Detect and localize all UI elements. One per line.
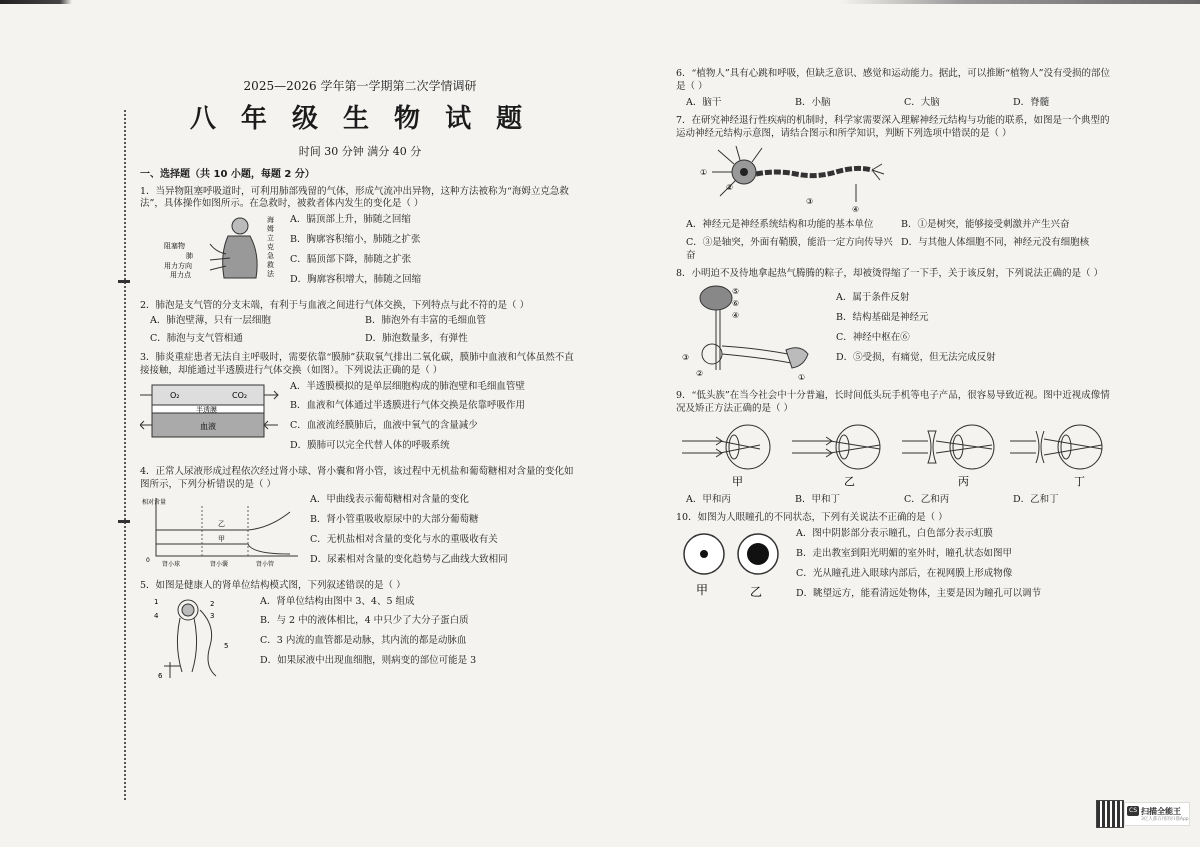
option-a[interactable]: A．图中阴影部分表示瞳孔，白色部分表示虹膜 bbox=[796, 528, 993, 540]
figure-label: 甲 bbox=[218, 535, 225, 544]
question-6 bbox=[676, 68, 1116, 109]
question-stem: 1．当异物阻塞呼吸道时，可利用肺部残留的气体，形成气流冲出异物，这种方法被称为“海姆立克急救法”，具体操作如图所示。在急救时，被救者体内发生的变化是（ ） bbox=[140, 185, 569, 210]
option-d[interactable]: D．乙和丁 bbox=[1013, 493, 1059, 505]
figure-label: 相对含量 bbox=[142, 499, 167, 507]
option-b[interactable]: B．血液和气体通过半透膜进行气体交换是依靠呼吸作用 bbox=[290, 400, 525, 412]
question-2 bbox=[140, 300, 580, 346]
scanner-name: 扫描全能王 bbox=[1141, 807, 1181, 816]
figure-label: 姆 bbox=[267, 225, 274, 234]
figure-label: 肾小囊 bbox=[210, 561, 229, 569]
option-b[interactable]: B．甲和丁 bbox=[795, 493, 840, 505]
question-stem: 2．肺泡是支气管的分支末端，有利于与血液之间进行气体交换，下列特点与此不符的是（ ） bbox=[140, 299, 530, 311]
eye-diagram-bing bbox=[902, 425, 994, 488]
option-b[interactable]: B．走出教室到阳光明媚的室外时，瞳孔状态如图甲 bbox=[796, 548, 1012, 559]
scanner-logo-icon: CS bbox=[1129, 807, 1137, 814]
option-a[interactable]: A．肺泡壁薄，只有一层细胞 bbox=[150, 315, 271, 327]
scanner-watermark bbox=[1124, 802, 1190, 826]
figure-label: 血液 bbox=[200, 421, 216, 431]
question-9 bbox=[676, 390, 1116, 506]
urine-chart-figure bbox=[140, 494, 300, 568]
question-stem: 9．“低头族”在当今社会中十分普遍，长时间低头玩手机等电子产品，很容易导致近视。图中近视成像情况及矫正方法正确的是（ ） bbox=[676, 390, 1110, 414]
figure-label: 乙 bbox=[750, 585, 763, 600]
option-c[interactable]: C．膈顶部下降，肺随之扩张 bbox=[290, 253, 412, 265]
option-d[interactable]: D．与其他人体细胞不同，神经元没有细胞核 bbox=[901, 236, 1090, 248]
figure-label: 急 bbox=[267, 252, 274, 261]
question-stem: 3．肺炎重症患者无法自主呼吸时，需要依靠“膜肺”获取氧气排出二氧化碳，膜肺中血液和气体虽然不直接接触，却能通过半透膜进行气体交换（如图）。下列说法正确的是（ ） bbox=[140, 351, 574, 376]
exam-header: 2025—2026 学年第一学期第二次学情调研 bbox=[243, 79, 477, 93]
figure-label: ① bbox=[798, 373, 806, 383]
option-d[interactable]: D．眺望远方，能看清远处物体，主要是因为瞳孔可以调节 bbox=[796, 587, 1042, 599]
figure-label: 丁 bbox=[1074, 474, 1085, 488]
question-3 bbox=[140, 352, 580, 460]
option-b[interactable]: B．①是树突，能够接受刺激并产生兴奋 bbox=[901, 218, 1070, 230]
option-c[interactable]: C．3 内流的血管都是动脉，其内流的都是动脉血 bbox=[260, 635, 467, 647]
figure-label: 法 bbox=[267, 270, 274, 279]
option-c[interactable]: C．大脑 bbox=[904, 96, 940, 108]
option-d[interactable]: D．脊髓 bbox=[1013, 96, 1050, 108]
option-b[interactable]: B．小脑 bbox=[795, 96, 831, 108]
option-b[interactable]: B．胸廓容积缩小，肺随之扩张 bbox=[290, 234, 421, 246]
option-a[interactable]: A．甲曲线表示葡萄糖相对含量的变化 bbox=[310, 494, 469, 506]
question-stem: 10．如图为人眼瞳孔的不同状态，下列有关说法不正确的是（ ） bbox=[676, 512, 948, 524]
figure-label: 半透膜 bbox=[196, 405, 217, 414]
section-heading: 一、选择题（共 10 小题，每题 2 分） bbox=[140, 169, 315, 181]
option-b[interactable]: B．肾小管重吸收原尿中的大部分葡萄糖 bbox=[310, 514, 479, 526]
option-c[interactable]: C．乙和丙 bbox=[904, 493, 950, 505]
scan-edge bbox=[0, 0, 1200, 4]
question-stem: 6．“植物人”具有心跳和呼吸，但缺乏意识、感觉和运动能力。据此，可以推断“植物人”没有受损的部位是（ ） bbox=[676, 68, 1110, 92]
figure-label: 甲 bbox=[696, 583, 709, 598]
figure-label: ① bbox=[700, 168, 708, 178]
figure-label: ② bbox=[726, 183, 734, 193]
figure-label: 乙 bbox=[218, 520, 225, 529]
figure-label: ⑤ bbox=[732, 287, 740, 297]
figure-label: ② bbox=[696, 369, 704, 379]
figure-label: CO₂ bbox=[232, 390, 248, 400]
figure-label: 海 bbox=[267, 216, 274, 225]
figure-label: 0 bbox=[146, 557, 150, 565]
exam-subtitle: 时间 30 分钟 满分 40 分 bbox=[298, 145, 422, 159]
option-d[interactable]: D．如果尿液中出现血细胞，则病变的部位可能是 3 bbox=[260, 654, 477, 666]
option-c[interactable]: C．无机盐相对含量的变化与水的重吸收有关 bbox=[310, 534, 498, 546]
option-a[interactable]: A．属于条件反射 bbox=[836, 292, 910, 304]
option-d[interactable]: D．胸廓容积增大，肺随之回缩 bbox=[290, 273, 422, 285]
figure-label: ③ bbox=[806, 197, 814, 207]
option-c[interactable]: C．光从瞳孔进入眼球内部后，在视网膜上形成物像 bbox=[796, 567, 1013, 579]
binding-line bbox=[124, 110, 126, 800]
right-column bbox=[676, 68, 1116, 613]
eye-diagram-ding bbox=[1010, 425, 1102, 488]
pupil-figure bbox=[676, 528, 786, 604]
qr-code bbox=[1096, 800, 1124, 828]
scanner-tagline: 3亿人都在用的扫描App bbox=[1141, 817, 1189, 822]
figure-label: ⑥ bbox=[732, 299, 740, 309]
option-d[interactable]: D．⑤受损，有痛觉，但无法完成反射 bbox=[836, 351, 996, 363]
binding-mark bbox=[118, 520, 130, 523]
option-a[interactable]: A．神经元是神经系统结构和功能的基本单位 bbox=[686, 218, 874, 230]
figure-label: 用力方向 bbox=[164, 262, 192, 271]
heimlich-figure bbox=[140, 214, 280, 282]
reflex-arc-figure bbox=[676, 284, 826, 384]
nephron-figure bbox=[140, 596, 250, 680]
figure-label: 肺 bbox=[186, 252, 193, 261]
eye-diagram-yi bbox=[792, 425, 880, 488]
figure-label: 1 bbox=[154, 597, 159, 606]
left-column bbox=[140, 78, 580, 686]
option-c[interactable]: C．③是轴突，外面有鞘膜，能沿一定方向传导兴奋 bbox=[686, 236, 893, 261]
option-c[interactable]: C．血液流经膜肺后，血液中氧气的含量减少 bbox=[290, 420, 478, 432]
figure-label: 6 bbox=[158, 671, 163, 680]
option-d[interactable]: D．肺泡数量多，有弹性 bbox=[365, 333, 468, 345]
eye-diagram-jia bbox=[682, 425, 770, 488]
option-a[interactable]: A．膈顶部上升，肺随之回缩 bbox=[290, 214, 411, 226]
option-b[interactable]: B．结构基础是神经元 bbox=[836, 311, 929, 323]
figure-label: 甲 bbox=[732, 474, 743, 488]
figure-label: 3 bbox=[210, 611, 215, 620]
eye-diagrams-figure bbox=[676, 419, 1116, 489]
option-b[interactable]: B．与 2 中的液体相比，4 中只少了大分子蛋白质 bbox=[260, 615, 469, 627]
question-5 bbox=[140, 580, 580, 680]
figure-label: 4 bbox=[154, 611, 159, 620]
figure-label: 用力点 bbox=[170, 271, 191, 280]
figure-label: 救 bbox=[267, 261, 274, 270]
option-a[interactable]: A．半透膜模拟的是单层细胞构成的肺泡壁和毛细血管壁 bbox=[290, 380, 525, 392]
option-c[interactable]: C．神经中枢在⑥ bbox=[836, 331, 910, 343]
option-a[interactable]: A．肾单位结构由图中 3、4、5 组成 bbox=[260, 595, 415, 607]
figure-label: 2 bbox=[210, 599, 215, 608]
question-10 bbox=[676, 512, 1116, 607]
figure-label: O₂ bbox=[170, 390, 180, 400]
question-1 bbox=[140, 186, 580, 294]
figure-label: 肾小管 bbox=[256, 561, 275, 569]
figure-label: ④ bbox=[732, 311, 740, 321]
question-8 bbox=[676, 268, 1116, 384]
figure-label: 丙 bbox=[958, 474, 969, 488]
option-a[interactable]: A．甲和丙 bbox=[686, 493, 731, 505]
binding-mark bbox=[118, 280, 130, 283]
figure-label: ③ bbox=[682, 353, 690, 363]
figure-label: 肾小球 bbox=[162, 561, 181, 569]
question-stem: 4．正常人尿液形成过程依次经过肾小球、肾小囊和肾小管，该过程中无机盐和葡萄糖相对含量的变化如图所示，下列分析错误的是（ ） bbox=[140, 465, 574, 490]
membrane-lung-figure bbox=[140, 381, 280, 441]
figure-label: 立 bbox=[267, 234, 274, 243]
question-stem: 8．小明迫不及待地拿起热气腾腾的粽子，却被烫得缩了一下手，关于该反射，下列说法正确的是（ ） bbox=[676, 268, 1104, 280]
neuron-figure bbox=[696, 144, 896, 214]
figure-label: 5 bbox=[224, 641, 229, 650]
figure-label: 乙 bbox=[844, 474, 855, 488]
figure-label: 阻塞物 bbox=[164, 242, 185, 251]
question-stem: 7．在研究神经退行性疾病的机制时，科学家需要深入理解神经元结构与功能的联系，如图是一个典型的运动神经元结构示意图，请结合图示和所学知识，判断下列选项中错误的是（ ） bbox=[676, 115, 1110, 140]
option-a[interactable]: A．脑干 bbox=[686, 96, 722, 108]
option-d[interactable]: D．膜肺可以完全代替人体的呼吸系统 bbox=[290, 440, 450, 451]
exam-title: 八 年 级 生 物 试 题 bbox=[189, 104, 531, 135]
question-7 bbox=[676, 115, 1116, 262]
option-b[interactable]: B．肺泡外有丰富的毛细血管 bbox=[365, 315, 486, 327]
option-c[interactable]: C．肺泡与支气管相通 bbox=[150, 333, 243, 345]
question-4 bbox=[140, 466, 580, 574]
question-stem: 5．如图是健康人的肾单位结构模式图，下列叙述错误的是（ ） bbox=[140, 579, 406, 591]
figure-label: ④ bbox=[852, 205, 860, 215]
figure-label: 克 bbox=[267, 243, 274, 252]
option-d[interactable]: D．尿素相对含量的变化趋势与乙曲线大致相同 bbox=[310, 553, 508, 565]
